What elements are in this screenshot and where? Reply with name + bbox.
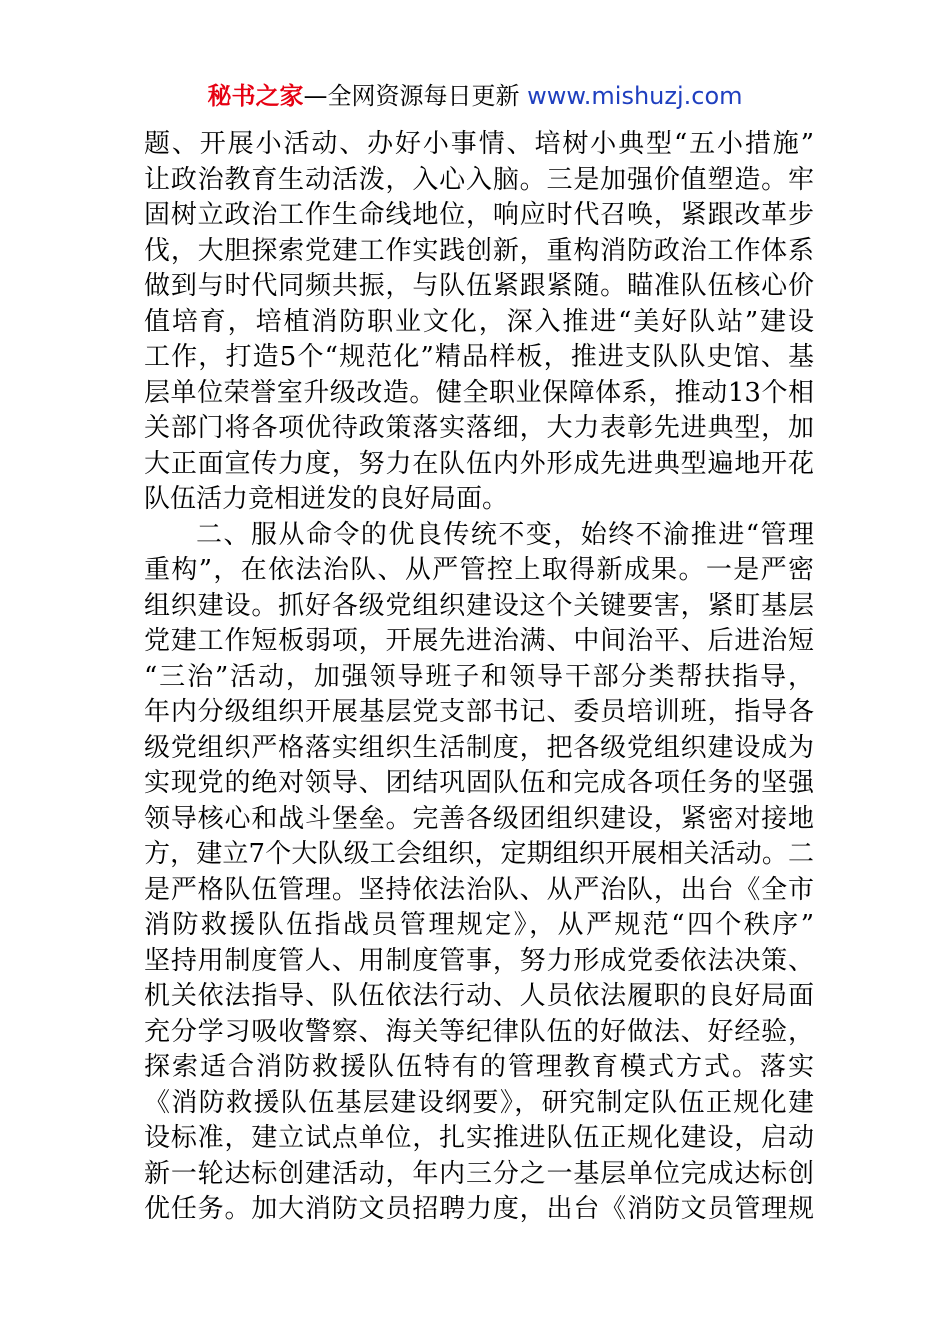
text-line: 二、服从命令的优良传统不变，始终不渝推进“管理 [196,519,814,550]
text-line: 重构”，在依法治队、从严管控上取得新成果。一是严密 [144,555,814,585]
text-line: 《消防救援队伍基层建设纲要》，研究制定队伍正规化建 [144,1087,814,1118]
site-brand: 秘书之家 [207,82,304,110]
text-line: 关部门将各项优待政策落实落细，大力表彰先进典型，加 [144,413,814,443]
text-line: 探索适合消防救援队伍特有的管理教育模式方式。落实 [144,1052,814,1082]
site-header [0,80,950,112]
text-line: 领导核心和战斗堡垒。完善各级团组织建设，紧密对接地 [144,803,814,834]
text-line: 值培育，培植消防职业文化，深入推进“美好队站”建设 [144,306,814,337]
text-line: 新一轮达标创建活动，年内三分之一基层单位完成达标创 [144,1158,814,1189]
text-line: 实现党的绝对领导、团结巩固队伍和完成各项任务的坚强 [144,768,814,798]
text-line: 题、开展小活动、办好小事情、培树小典型“五小措施” [144,129,814,159]
text-line: 坚持用制度管人、用制度管事，努力形成党委依法决策、 [144,945,814,976]
text-line: 消防救援队伍指战员管理规定》，从严规范“四个秩序” [144,910,814,940]
text-line: 级党组织严格落实组织生活制度，把各级党组织建设成为 [144,732,814,763]
text-line: 固树立政治工作生命线地位，响应时代召唤，紧跟改革步 [144,200,814,230]
text-line: 层单位荣誉室升级改造。健全职业保障体系，推动13个相 [144,377,814,408]
text-line: 充分学习吸收警察、海关等纪律队伍的好做法、好经验， [144,1016,814,1047]
paragraph-1 [144,127,814,518]
text-line: “三治”活动，加强领导班子和领导干部分类帮扶指导， [144,661,814,692]
text-line: 伐，大胆探索党建工作实践创新，重构消防政治工作体系 [144,235,814,266]
text-line: 做到与时代同频共振，与队伍紧跟紧随。瞄准队伍核心价 [144,271,814,301]
text-line: 工作，打造5个“规范化”精品样板，推进支队队史馆、基 [144,342,814,372]
site-tagline: —全网资源每日更新 [303,82,520,110]
text-line: 方，建立7个大队级工会组织，定期组织开展相关活动。二 [144,839,814,869]
site-url-link[interactable]: www.mishuzj.com [527,82,743,110]
text-line: 让政治教育生动活泼，入心入脑。三是加强价值塑造。牢 [144,164,814,195]
text-line: 是严格队伍管理。坚持依法治队、从严治队，出台《全市 [144,874,814,905]
text-line: 优任务。加大消防文员招聘力度，出台《消防文员管理规 [144,1194,814,1224]
text-line: 设标准，建立试点单位，扎实推进队伍正规化建设，启动 [144,1123,814,1153]
text-line: 机关依法指导、队伍依法行动、人员依法履职的良好局面 [144,981,814,1011]
text-line: 年内分级组织开展基层党支部书记、委员培训班，指导各 [144,697,814,727]
text-line: 党建工作短板弱项，开展先进治满、中间治平、后进治短 [144,626,814,656]
text-line: 队伍活力竞相迸发的良好局面。 [144,484,509,514]
paragraph-2 [144,518,814,1228]
text-line: 组织建设。抓好各级党组织建设这个关键要害，紧盯基层 [144,590,814,621]
text-line: 大正面宣传力度，努力在队伍内外形成先进典型遍地开花 [144,448,814,479]
document-body [144,127,814,1228]
